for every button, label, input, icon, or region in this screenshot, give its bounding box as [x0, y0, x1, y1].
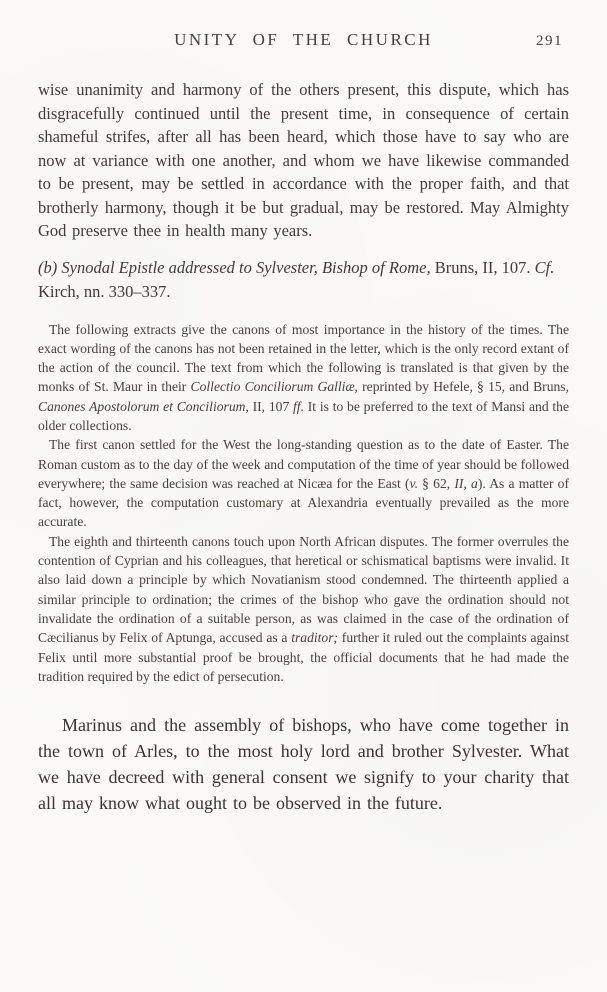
- paragraph-continuation: wise unanimity and harmony of the others present, this dispute, which has disgracefully continued until the present time, in consequence of certain shameful strifes, after all has been heard, which those have to say who are now at variance with one another, and whom we have likewise commanded to be present, may be settled in accordance with the proper faith, and that brotherly harmony, though it be but gradual, may be restored. May Almighty God preserve thee in health many years.: [38, 80, 569, 240]
- page-header: [38, 30, 569, 54]
- note-paragraph: The first canon settled for the West the long-standing question as to the date of Easter. The Roman custom as to the day of the week and computation of the time of year should be followed everywhere; the same decision was reached at Nicæa for the East (v. § 62, II, a). As a matter of fact, however, the computation customary at Alexandria eventually prevailed as the more accurate.: [38, 437, 569, 530]
- section-heading: (b) Synodal Epistle addressed to Sylvester, Bishop of Rome, Bruns, II, 107. Cf. Kirch, nn. 330–337.: [38, 257, 555, 301]
- running-title: UNITY OF THE CHURCH: [174, 30, 433, 49]
- note-paragraph: The following extracts give the canons of most importance in the history of the times. The exact wording of the canons has not been retained in the letter, which is the only record extant of the action of the council. The text from which the following is translated is that given by the monks of St. Maur in their Collectio Conciliorum Galliæ, reprinted by Hefele, § 15, and Bruns, Canones Apostolorum et Conciliorum, II, 107 ff. It is to be preferred to the text of Mansi and the older collections.: [38, 321, 570, 433]
- closing-paragraph: Marinus and the assembly of bishops, who have come together in the town of Arles, to the most holy lord and brother Sylvester. What we have decreed with general consent we signify to your charity that all may know what ought to be observed in the future.: [38, 715, 569, 814]
- page-number: 291: [536, 33, 563, 49]
- note-paragraph: The eighth and thirteenth canons touch upon North African disputes. The former overrules the contention of Cyprian and his colleagues, that heretical or schismatical baptisms were invalid. It also laid down a principle by which Novatianism stood condemned. The thirteenth applied a similar principle to ordination; the crimes of the bishop who gave the ordination should not invalidate the ordination of a suitable person, as was claimed in the case of the ordination of Cæcilianus by Felix of Aptunga, accused as a traditor; further it ruled out the complaints against Felix until more substantial proof be brought, the official documents that he had made the tradition required by the edict of persecution.: [38, 533, 569, 684]
